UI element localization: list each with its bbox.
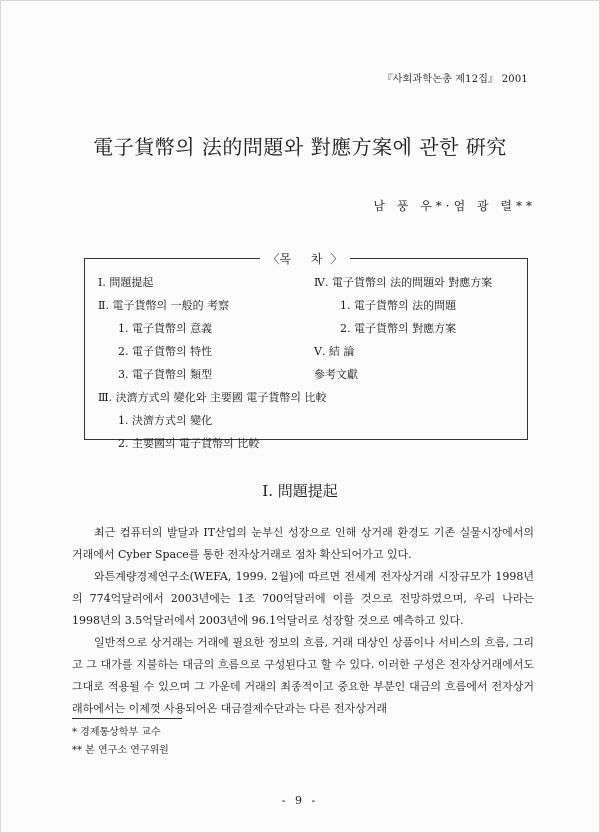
toc-item: Ⅲ. 決濟方式의 變化와 主要國 電子貨幣의 比較 (98, 391, 327, 404)
journal-header: 『사회과학논총 제12집』 2001 (382, 74, 528, 85)
toc-item: Ⅱ. 電子貨幣의 一般的 考察 (98, 299, 230, 312)
toc-label-text: 목 차 (279, 252, 331, 266)
footnote: * 경제통상학부 교수 (72, 727, 161, 738)
footnote-divider (72, 718, 182, 719)
toc-label: 〈목 차〉 (260, 250, 350, 267)
toc-item: Ⅰ. 問題提起 (98, 276, 154, 289)
section-heading: Ⅰ. 問題提起 (262, 482, 338, 500)
toc-item: Ⅴ. 結 論 (314, 345, 355, 358)
authors: 남 풍 우*·엄 광 렬** (373, 199, 536, 213)
toc-item: 3. 電子貨幣의 類型 (118, 368, 213, 381)
toc-item: 參考文獻 (314, 368, 358, 381)
paragraph: 일반적으로 상거래는 거래에 필요한 정보의 흐름, 거래 대상인 상품이나 서비스의 흐름, 그리고 그 대가를 지불하는 대금의 흐름으로 구성된다고 할 수 있다. 이러한 구성은 전자상거래에서도 그대로 적용될 수 있으며 그 가운데 거래의 최종적이고 중요한 부분인 대금의 흐름에서 전자상거래하에서는 이제껏 사용되어온 대금결제수단과는 다른 전자상거래 (72, 636, 534, 715)
toc-right-column (314, 271, 492, 386)
page-number: - 9 - (281, 794, 319, 807)
toc-item: 1. 決濟方式의 變化 (118, 414, 213, 427)
body-text (72, 522, 534, 720)
toc-item: Ⅳ. 電子貨幣의 法的問題와 對應方案 (314, 276, 493, 289)
toc-left-column (98, 271, 326, 455)
toc-item: 2. 主要國의 電子貨幣의 比較 (118, 437, 260, 450)
footnotes (72, 724, 169, 760)
footnote: ** 본 연구소 연구위원 (72, 745, 169, 756)
toc-item: 2. 電子貨幣의 特性 (118, 345, 213, 358)
paper-title: 電子貨幣의 法的問題와 對應方案에 관한 硏究 (93, 135, 507, 159)
toc-item: 2. 電子貨幣의 對應方案 (340, 322, 457, 335)
paragraph: 최근 컴퓨터의 발달과 IT산업의 눈부신 성장으로 인해 상거래 환경도 기존 실물시장에서의 거래에서 Cyber Space를 통한 전자상거래로 점차 확산되어가고 있다. (72, 526, 534, 561)
toc-item: 1. 電子貨幣의 法的問題 (340, 299, 457, 312)
paragraph: 와튼계량경제연구소(WEFA, 1999. 2월)에 따르면 전세계 전자상거래 시장규모가 1998년의 774억달러에서 2003년에는 1조 700억달러에 이를 것으로 전망하였으며, 우리 나라는 1998년의 3.5억달러에서 2003년에 96.1억달러로 성장할 것으로 예측하고 있다. (72, 570, 534, 627)
toc-item: 1. 電子貨幣의 意義 (118, 322, 213, 335)
